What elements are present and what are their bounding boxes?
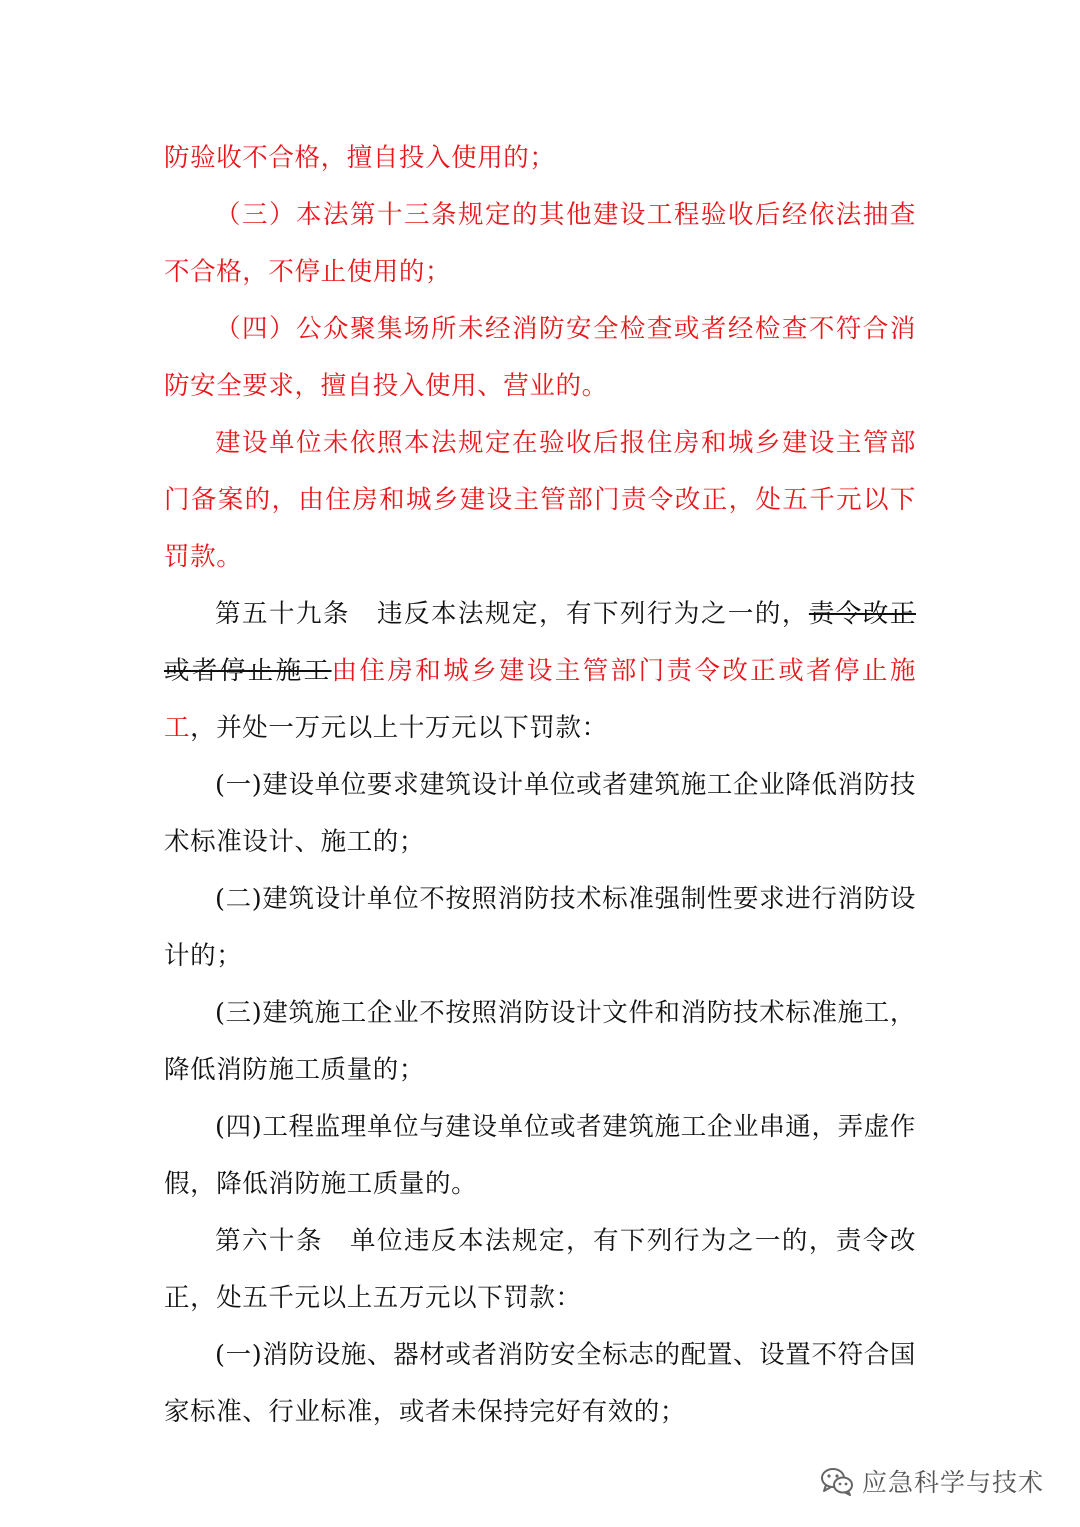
paragraph-p9 <box>164 1099 916 1213</box>
paragraph-p4 <box>164 415 916 586</box>
document-page <box>164 130 916 1441</box>
inserted-text: 由住房和城乡建设主管部门责令改正或者停止施工 <box>164 656 916 743</box>
paragraph-p2 <box>164 187 916 301</box>
paragraph-p1 <box>164 130 916 187</box>
deleted-text: 责令改正或者停止施工 <box>164 599 916 686</box>
segment: 建设单位未依照本法规定在验收后报住房和城乡建设主管部门备案的，由住房和城乡建设主管部门责令改正，处五千元以下罚款。 <box>164 428 916 572</box>
segment: 第五十九条 违反本法规定，有下列行为之一的， <box>215 599 809 629</box>
paragraph-article-60 <box>164 1213 916 1327</box>
watermark-text: 应急科学与技术 <box>861 1468 1044 1497</box>
segment: (一)建设单位要求建筑设计单位或者建筑施工企业降低消防技术标准设计、施工的； <box>164 770 916 857</box>
paragraph-p6 <box>164 757 916 871</box>
segment: (三)建筑施工企业不按照消防设计文件和消防技术标准施工，降低消防施工质量的； <box>164 998 916 1085</box>
segment: (二)建筑设计单位不按照消防技术标准强制性要求进行消防设计的； <box>164 884 916 971</box>
segment: （三）本法第十三条规定的其他建设工程验收后经依法抽查不合格，不停止使用的； <box>164 200 916 287</box>
paragraph-p8 <box>164 985 916 1099</box>
segment: (四)工程监理单位与建设单位或者建筑施工企业串通，弄虚作假，降低消防施工质量的。 <box>164 1112 916 1199</box>
segment: 第六十条 单位违反本法规定，有下列行为之一的，责令改正，处五千元以上五万元以下罚款： <box>164 1226 916 1313</box>
paragraph-p3 <box>164 301 916 415</box>
paragraph-p11 <box>164 1327 916 1441</box>
segment: ，并处一万元以上十万元以下罚款： <box>190 713 608 743</box>
segment: （四）公众聚集场所未经消防安全检查或者经检查不符合消防安全要求，擅自投入使用、营业的。 <box>164 314 916 401</box>
paragraph-article-59 <box>164 586 916 757</box>
wechat-icon <box>820 1466 854 1496</box>
segment: (一)消防设施、器材或者消防安全标志的配置、设置不符合国家标准、行业标准，或者未保持完好有效的； <box>164 1340 916 1427</box>
segment: 防验收不合格，擅自投入使用的； <box>164 143 556 173</box>
watermark <box>820 1463 1044 1499</box>
paragraph-p7 <box>164 871 916 985</box>
